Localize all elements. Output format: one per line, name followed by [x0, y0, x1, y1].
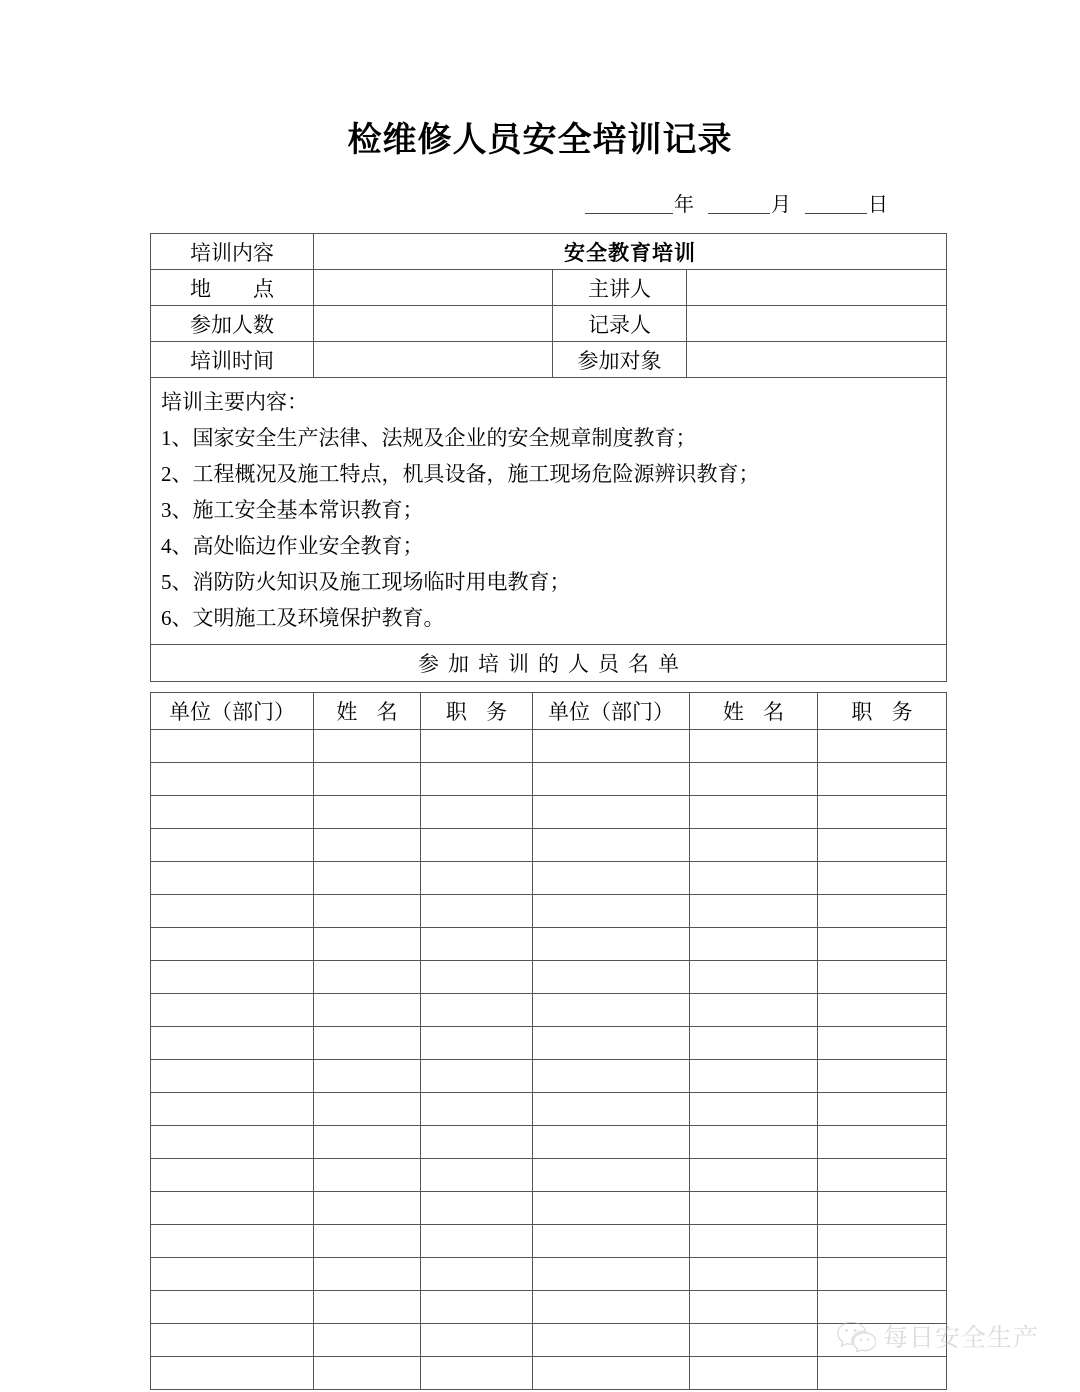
roster-banner-row: [151, 645, 947, 682]
table-row: [151, 1258, 947, 1291]
roster-cell[interactable]: [690, 1093, 818, 1126]
roster-cell[interactable]: [151, 1192, 314, 1225]
training-content-block[interactable]: [151, 378, 947, 645]
roster-cell[interactable]: [818, 730, 947, 763]
roster-cell[interactable]: [533, 928, 690, 961]
roster-cell[interactable]: [151, 1126, 314, 1159]
roster-cell[interactable]: [421, 928, 533, 961]
roster-cell[interactable]: [421, 730, 533, 763]
roster-cell[interactable]: [314, 862, 421, 895]
roster-cell[interactable]: [818, 1357, 947, 1390]
roster-cell[interactable]: [690, 862, 818, 895]
roster-cell[interactable]: [533, 1093, 690, 1126]
roster-cell[interactable]: [690, 1192, 818, 1225]
value-speaker[interactable]: [687, 270, 947, 306]
table-row: [151, 796, 947, 829]
roster-cell[interactable]: [690, 1324, 818, 1357]
roster-cell[interactable]: [421, 829, 533, 862]
roster-cell[interactable]: [314, 1324, 421, 1357]
roster-cell[interactable]: [690, 1159, 818, 1192]
roster-cell[interactable]: [818, 796, 947, 829]
roster-cell[interactable]: [421, 961, 533, 994]
roster-cell[interactable]: [421, 1258, 533, 1291]
table-row: [151, 763, 947, 796]
year-blank[interactable]: [585, 213, 673, 214]
value-recorder[interactable]: [687, 306, 947, 342]
roster-body: [151, 730, 947, 1390]
roster-cell[interactable]: [690, 1291, 818, 1324]
year-label: 年: [674, 194, 694, 216]
roster-cell[interactable]: [421, 895, 533, 928]
roster-cell[interactable]: [421, 1225, 533, 1258]
roster-cell[interactable]: [533, 796, 690, 829]
label-training-topic: 培训内容: [151, 234, 314, 270]
roster-cell[interactable]: [151, 1093, 314, 1126]
roster-cell[interactable]: [818, 829, 947, 862]
roster-cell[interactable]: [314, 1258, 421, 1291]
roster-cell[interactable]: [151, 1258, 314, 1291]
roster-cell[interactable]: [818, 1027, 947, 1060]
roster-cell[interactable]: [818, 1291, 947, 1324]
day-blank[interactable]: [805, 213, 867, 214]
roster-cell[interactable]: [690, 1357, 818, 1390]
roster-cell[interactable]: [818, 994, 947, 1027]
roster-cell[interactable]: [314, 1060, 421, 1093]
roster-cell[interactable]: [818, 895, 947, 928]
header-row-topic: [151, 234, 947, 270]
roster-cell[interactable]: [818, 1258, 947, 1291]
roster-cell[interactable]: [151, 796, 314, 829]
roster-cell[interactable]: [421, 1192, 533, 1225]
table-row: [151, 1126, 947, 1159]
roster-cell[interactable]: [690, 994, 818, 1027]
roster-cell[interactable]: [818, 763, 947, 796]
roster-cell[interactable]: [421, 1126, 533, 1159]
table-row: [151, 1093, 947, 1126]
roster-cell[interactable]: [314, 1159, 421, 1192]
value-audience[interactable]: [687, 342, 947, 378]
roster-cell[interactable]: [690, 763, 818, 796]
roster-cell[interactable]: [533, 994, 690, 1027]
roster-cell[interactable]: [533, 1357, 690, 1390]
roster-cell[interactable]: [533, 862, 690, 895]
table-row: [151, 928, 947, 961]
roster-cell[interactable]: [314, 1126, 421, 1159]
roster-cell[interactable]: [314, 1225, 421, 1258]
day-label: 日: [868, 194, 888, 216]
roster-cell[interactable]: [151, 1225, 314, 1258]
roster-cell[interactable]: [421, 1027, 533, 1060]
content-item-2: 2、工程概况及施工特点，机具设备，施工现场危险源辨识教育；: [161, 462, 760, 486]
roster-cell[interactable]: [533, 1126, 690, 1159]
roster-cell[interactable]: [533, 1291, 690, 1324]
roster-cell[interactable]: [533, 895, 690, 928]
roster-cell[interactable]: [818, 961, 947, 994]
roster-cell[interactable]: [314, 1291, 421, 1324]
roster-cell[interactable]: [314, 1093, 421, 1126]
roster-cell[interactable]: [314, 796, 421, 829]
roster-cell[interactable]: [151, 895, 314, 928]
table-row: [151, 1357, 947, 1390]
roster-banner: 参加培训的人员名单: [151, 645, 947, 682]
roster-cell[interactable]: [533, 763, 690, 796]
roster-cell[interactable]: [818, 1159, 947, 1192]
roster-cell[interactable]: [690, 961, 818, 994]
label-training-time: 培训时间: [151, 342, 314, 378]
roster-cell[interactable]: [151, 829, 314, 862]
content-item-3: 3、施工安全基本常识教育；: [161, 498, 424, 522]
roster-cell[interactable]: [533, 1258, 690, 1291]
table-row: [151, 1291, 947, 1324]
content-item-4: 4、高处临边作业安全教育；: [161, 534, 424, 558]
roster-col-unit-1: 单位（部门）: [151, 693, 314, 730]
page-title: 检维修人员安全培训记录: [347, 121, 733, 159]
table-row: [151, 730, 947, 763]
roster-cell[interactable]: [314, 928, 421, 961]
roster-cell[interactable]: [151, 961, 314, 994]
label-audience: 参加对象: [553, 342, 687, 378]
roster-cell[interactable]: [690, 895, 818, 928]
roster-cell[interactable]: [421, 1060, 533, 1093]
table-row: [151, 1060, 947, 1093]
content-heading: 培训主要内容：: [161, 390, 308, 414]
roster-cell[interactable]: [314, 1192, 421, 1225]
attendee-roster-table: [150, 692, 947, 1390]
roster-cell[interactable]: [421, 796, 533, 829]
content-item-6: 6、文明施工及环境保护教育。: [161, 606, 445, 630]
roster-cell[interactable]: [533, 961, 690, 994]
table-row: [151, 1027, 947, 1060]
roster-col-position-1: 职 务: [421, 693, 533, 730]
table-row: [151, 1324, 947, 1357]
roster-cell[interactable]: [818, 928, 947, 961]
roster-cell[interactable]: [690, 730, 818, 763]
value-location[interactable]: [314, 270, 553, 306]
roster-cell[interactable]: [151, 1159, 314, 1192]
roster-cell[interactable]: [690, 1126, 818, 1159]
roster-cell[interactable]: [151, 730, 314, 763]
roster-col-name-2: 姓 名: [690, 693, 818, 730]
roster-cell[interactable]: [690, 1258, 818, 1291]
roster-cell[interactable]: [151, 928, 314, 961]
roster-cell[interactable]: [421, 1324, 533, 1357]
table-row: [151, 862, 947, 895]
table-row: [151, 994, 947, 1027]
roster-cell[interactable]: [421, 862, 533, 895]
roster-col-name-1: 姓 名: [314, 693, 421, 730]
roster-cell[interactable]: [314, 829, 421, 862]
month-blank[interactable]: [708, 213, 770, 214]
month-label: 月: [771, 194, 791, 216]
roster-cell[interactable]: [818, 1060, 947, 1093]
roster-cell[interactable]: [314, 730, 421, 763]
table-row: [151, 1225, 947, 1258]
roster-col-position-2: 职 务: [818, 693, 947, 730]
roster-cell[interactable]: [690, 796, 818, 829]
header-row-attendee-count: [151, 306, 947, 342]
header-row-location: [151, 270, 947, 306]
roster-cell[interactable]: [690, 1027, 818, 1060]
value-attendee-count[interactable]: [314, 306, 553, 342]
roster-cell[interactable]: [533, 1027, 690, 1060]
roster-cell[interactable]: [533, 1324, 690, 1357]
roster-cell[interactable]: [421, 1093, 533, 1126]
roster-cell[interactable]: [690, 1225, 818, 1258]
roster-cell[interactable]: [314, 1357, 421, 1390]
roster-cell[interactable]: [151, 1027, 314, 1060]
table-row: [151, 1192, 947, 1225]
roster-cell[interactable]: [533, 1225, 690, 1258]
roster-cell[interactable]: [151, 862, 314, 895]
table-row: [151, 961, 947, 994]
roster-cell[interactable]: [533, 829, 690, 862]
roster-cell[interactable]: [818, 1225, 947, 1258]
roster-cell[interactable]: [151, 1291, 314, 1324]
table-row: [151, 829, 947, 862]
roster-cell[interactable]: [818, 862, 947, 895]
table-row: [151, 1159, 947, 1192]
roster-cell[interactable]: [533, 730, 690, 763]
roster-cell[interactable]: [151, 994, 314, 1027]
roster-cell[interactable]: [818, 1126, 947, 1159]
roster-cell[interactable]: [314, 994, 421, 1027]
content-item-5: 5、消防防火知识及施工现场临时用电教育；: [161, 570, 571, 594]
label-location: 地 点: [151, 270, 314, 306]
content-item-1: 1、国家安全生产法律、法规及企业的安全规章制度教育；: [161, 426, 697, 450]
roster-cell[interactable]: [533, 1192, 690, 1225]
roster-cell[interactable]: [690, 928, 818, 961]
roster-cell[interactable]: [533, 1060, 690, 1093]
roster-cell[interactable]: [151, 1060, 314, 1093]
roster-header-row: [151, 693, 947, 730]
roster-cell[interactable]: [421, 763, 533, 796]
roster-cell[interactable]: [818, 1192, 947, 1225]
roster-cell[interactable]: [421, 1159, 533, 1192]
roster-cell[interactable]: [421, 994, 533, 1027]
label-attendee-count: 参加人数: [151, 306, 314, 342]
roster-cell[interactable]: [818, 1093, 947, 1126]
label-recorder: 记录人: [553, 306, 687, 342]
roster-cell[interactable]: [314, 895, 421, 928]
label-speaker: 主讲人: [553, 270, 687, 306]
roster-cell[interactable]: [533, 1159, 690, 1192]
roster-col-unit-2: 单位（部门）: [533, 693, 690, 730]
roster-cell[interactable]: [421, 1357, 533, 1390]
roster-cell[interactable]: [151, 1357, 314, 1390]
content-block-row: [151, 378, 947, 645]
roster-cell[interactable]: [690, 829, 818, 862]
header-row-training-time: [151, 342, 947, 378]
roster-cell[interactable]: [314, 1027, 421, 1060]
roster-cell[interactable]: [151, 763, 314, 796]
roster-cell[interactable]: [314, 961, 421, 994]
roster-cell[interactable]: [690, 1060, 818, 1093]
roster-cell[interactable]: [818, 1324, 947, 1357]
table-row: [151, 895, 947, 928]
value-training-topic[interactable]: 安全教育培训: [314, 234, 947, 270]
watermark-text: 每日安全生产: [883, 1325, 1040, 1352]
roster-cell[interactable]: [314, 763, 421, 796]
value-training-time[interactable]: [314, 342, 553, 378]
training-record-table: [150, 233, 947, 682]
roster-cell[interactable]: [421, 1291, 533, 1324]
roster-cell[interactable]: [151, 1324, 314, 1357]
date-line: [150, 193, 946, 217]
